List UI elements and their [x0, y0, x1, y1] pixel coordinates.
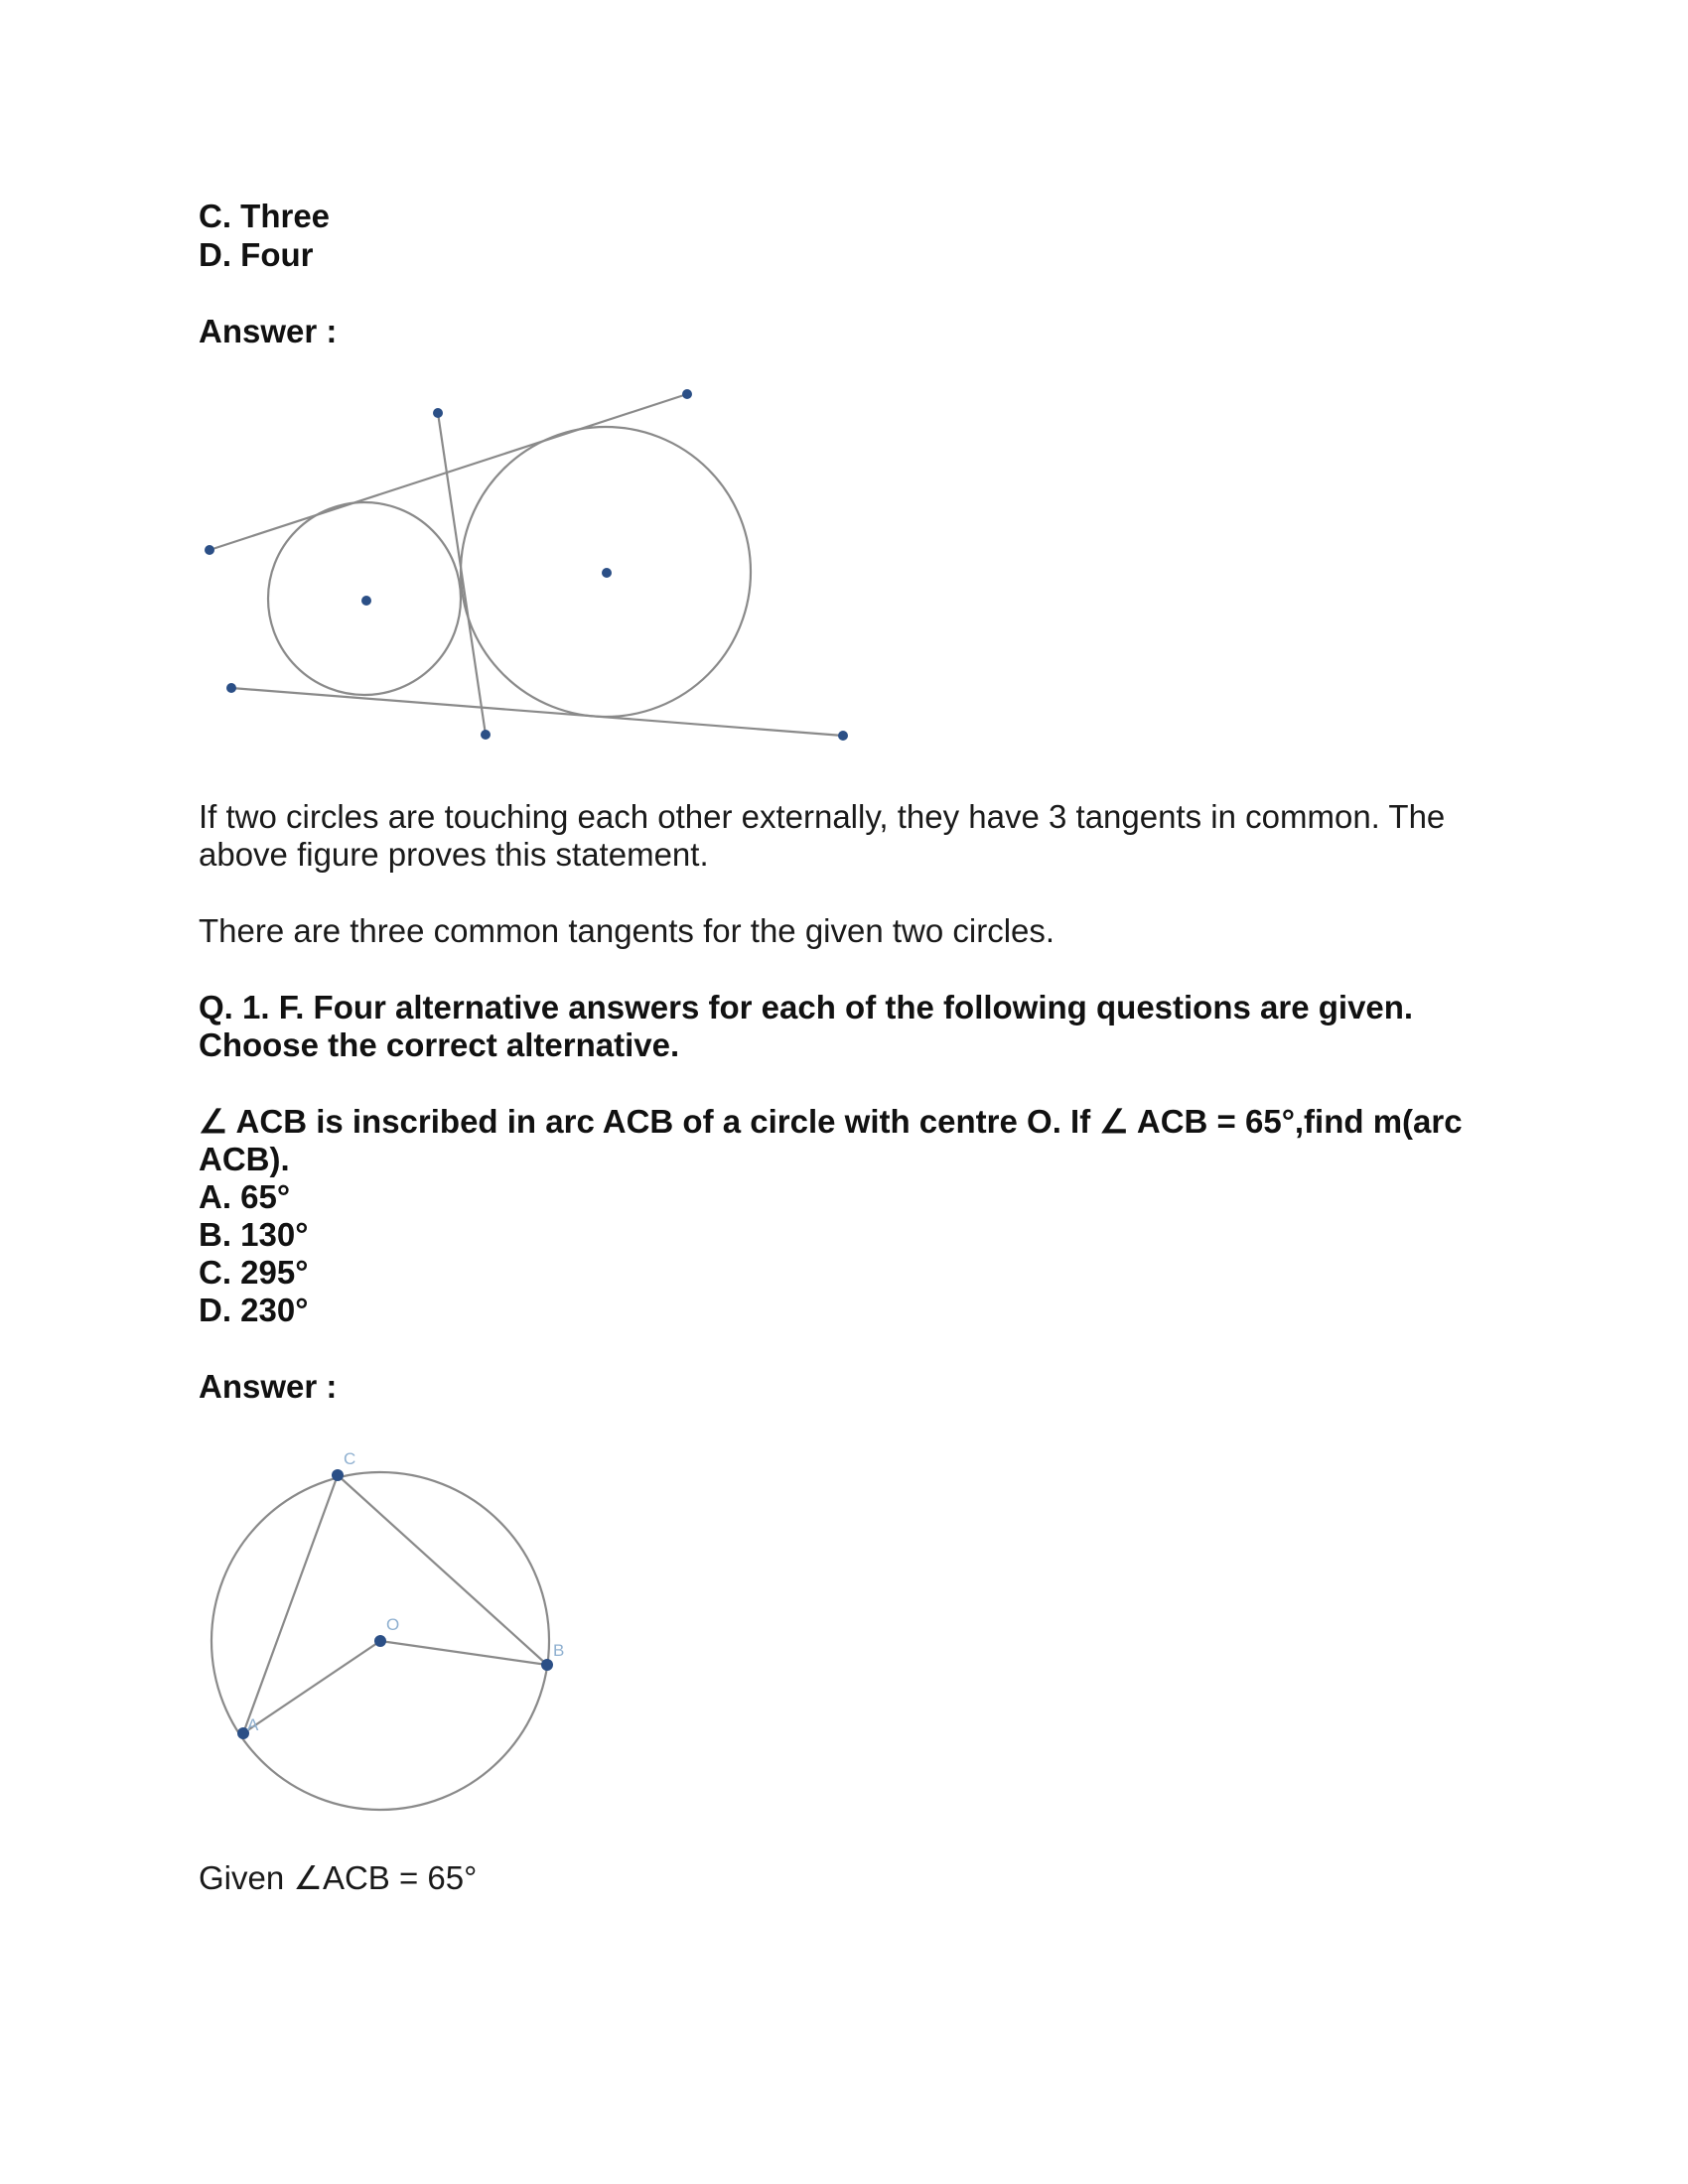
- point-o: [374, 1635, 386, 1647]
- question-stem-line-2: ACB).: [199, 1141, 290, 1177]
- chord-cb: [338, 1475, 547, 1665]
- point-b: [541, 1659, 553, 1671]
- option-c: C. 295°: [199, 1254, 309, 1291]
- option-b: B. 130°: [199, 1216, 309, 1253]
- question-heading-line-2: Choose the correct alternative.: [199, 1026, 680, 1063]
- label-b: B: [553, 1641, 565, 1660]
- option-c-three: C. Three: [199, 198, 331, 234]
- chord-ca: [243, 1475, 338, 1733]
- question-heading-line-1: Q. 1. F. Four alternative answers for each of the following questions are given.: [199, 989, 1414, 1025]
- answer-label: Answer :: [199, 313, 338, 349]
- option-d: D. 230°: [199, 1292, 309, 1328]
- explanation-line-3: There are three common tangents for the given two circles.: [199, 912, 1055, 949]
- radius-oa: [243, 1641, 380, 1733]
- option-d-four: D. Four: [199, 236, 314, 273]
- radius-ob: [380, 1641, 547, 1665]
- given-statement: Given ∠ACB = 65°: [199, 1859, 478, 1896]
- label-a: A: [247, 1715, 259, 1734]
- question-stem-line-1: ∠ ACB is inscribed in arc ACB of a circle with centre O. If ∠ ACB = 65°,find m(arc: [199, 1103, 1463, 1140]
- option-a: A. 65°: [199, 1178, 291, 1215]
- label-c: C: [344, 1449, 356, 1468]
- explanation-line-1: If two circles are touching each other externally, they have 3 tangents in common. The: [199, 798, 1446, 835]
- label-o: O: [386, 1615, 400, 1634]
- answer-label-2: Answer :: [199, 1368, 338, 1405]
- explanation-line-2: above figure proves this statement.: [199, 836, 709, 873]
- point-c: [332, 1469, 344, 1481]
